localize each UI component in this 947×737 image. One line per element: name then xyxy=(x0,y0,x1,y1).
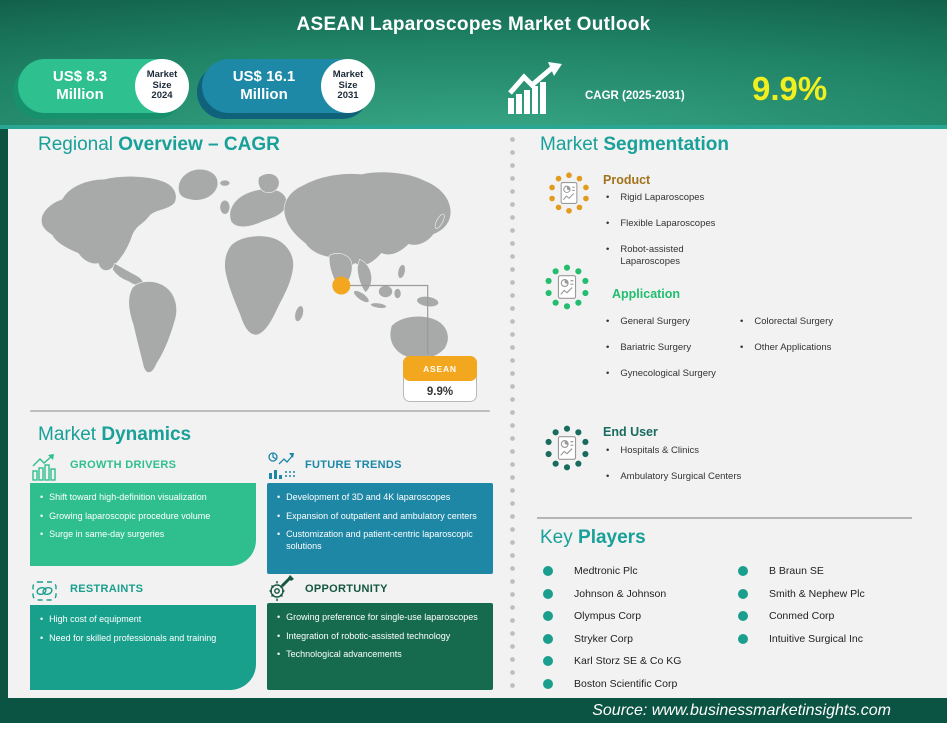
list-item: Flexible Laparoscopes xyxy=(620,217,716,229)
market-dynamics-title: Market Dynamics xyxy=(38,424,192,445)
key-player-row: Smith & Nephew Plc xyxy=(738,589,865,600)
list-item: Gynecological Surgery xyxy=(620,367,716,379)
chain-link-icon xyxy=(31,577,58,604)
list-item: Surge in same-day surgeries xyxy=(49,529,165,540)
badge-value: US$ 16.1 xyxy=(232,67,296,85)
application-heading: Application xyxy=(612,287,681,301)
header-divider-line xyxy=(0,125,947,129)
badge-value: US$ 8.3 xyxy=(52,67,108,85)
key-player-row: Intuitive Surgical Inc xyxy=(738,634,865,645)
list-item: Customization and patient-centric laparoscopic solutions xyxy=(286,529,473,552)
list-item: Integration of robotic-assisted technology xyxy=(286,630,451,641)
key-player-row: Karl Storz SE & Co KG xyxy=(543,656,681,667)
key-players-title: Key Players xyxy=(540,527,646,548)
analytics-trend-icon xyxy=(267,451,295,480)
cagr-label: CAGR (2025-2031) xyxy=(585,90,685,102)
key-players-col1 xyxy=(543,566,681,701)
report-icon xyxy=(542,262,592,312)
regional-overview-title: Regional Overview – CAGR xyxy=(38,134,280,155)
key-player-row: Stryker Corp xyxy=(543,634,681,645)
list-item: Ambulatory Surgical Centers xyxy=(620,470,742,482)
bullet-dot-icon xyxy=(543,656,553,666)
section-divider xyxy=(537,517,912,519)
header-banner xyxy=(0,0,947,125)
key-player-row: B Braun SE xyxy=(738,566,865,577)
gear-pencil-icon xyxy=(267,574,295,602)
list-item: Robot-assisted Laparoscopes xyxy=(620,243,684,268)
list-item: General Surgery xyxy=(620,316,691,327)
footer-white-strip xyxy=(0,723,947,737)
list-item: Need for skilled professionals and training xyxy=(49,632,217,643)
report-icon xyxy=(546,170,592,216)
list-item: Rigid Laparoscopes xyxy=(620,192,705,203)
bullet-dot-icon xyxy=(738,611,748,621)
bullet-dot-icon xyxy=(543,679,553,689)
list-item: High cost of equipment xyxy=(49,614,142,624)
list-item: Growing laparoscopic procedure volume xyxy=(49,510,211,521)
end-user-list: • Hospitals & Clinics • Ambulatory Surgical Centers xyxy=(606,445,742,482)
market-size-value-2031 xyxy=(212,59,316,113)
list-item: Technological advancements xyxy=(286,649,402,660)
application-list-col1: • General Surgery • Bariatric Surgery • Gynecological Surgery xyxy=(606,316,716,379)
growth-drivers-box: • Shift toward high-definition visualization • Growing laparoscopic procedure volume • Surge in same-day surgeries xyxy=(30,483,256,566)
bullet-dot-icon xyxy=(543,589,553,599)
list-item: Development of 3D and 4K laparoscopes xyxy=(286,492,451,502)
section-divider xyxy=(30,410,490,412)
bullet-dot-icon xyxy=(738,634,748,644)
key-player-row: Olympus Corp xyxy=(543,611,681,622)
asean-cagr-callout xyxy=(403,356,477,402)
future-trends-heading: FUTURE TRENDS xyxy=(305,459,402,471)
asean-map-marker-dot xyxy=(332,276,350,294)
market-size-value-2024 xyxy=(28,59,132,113)
report-icon xyxy=(542,423,592,473)
page-title: ASEAN Laparoscopes Market Outlook xyxy=(296,14,651,35)
market-size-badge-2024 xyxy=(18,59,188,113)
bullet-dot-icon xyxy=(738,566,748,576)
badge-unit: Million xyxy=(56,86,104,103)
bullet-dot-icon xyxy=(738,589,748,599)
bullet-dot-icon xyxy=(543,634,553,644)
list-item: Other Applications xyxy=(754,341,832,353)
list-item: Bariatric Surgery xyxy=(620,341,692,353)
product-list: • Rigid Laparoscopes • Flexible Laparoscopes • Robot-assisted Laparoscopes xyxy=(606,192,716,268)
opportunity-heading: OPPORTUNITY xyxy=(305,583,388,595)
market-size-badge-2031 xyxy=(202,59,374,113)
left-edge-strip xyxy=(0,129,8,723)
end-user-heading: End User xyxy=(603,425,658,439)
list-item: Shift toward high-definition visualization xyxy=(49,492,207,502)
list-item: Growing preference for single-use laparoscopes xyxy=(286,612,478,622)
future-trends-box: • Development of 3D and 4K laparoscopes • Expansion of outpatient and ambulatory centers • Customization and patient-centric laparoscopic solutions xyxy=(267,483,493,574)
vertical-dotted-divider xyxy=(510,133,515,691)
key-player-row: Conmed Corp xyxy=(738,611,865,622)
bullet-dot-icon xyxy=(543,611,553,621)
cagr-value: 9.9% xyxy=(752,70,828,107)
list-item: Colorectal Surgery xyxy=(754,316,833,327)
asean-region-tag: ASEAN xyxy=(403,356,477,381)
key-player-row: Boston Scientific Corp xyxy=(543,679,681,690)
key-players-col2 xyxy=(738,566,865,656)
source-bar: Source: www.businessmarketinsights.com xyxy=(0,698,947,723)
opportunity-box: • Growing preference for single-use laparoscopes • Integration of robotic-assisted technology • Technological advancements xyxy=(267,603,493,690)
list-item: Hospitals & Clinics xyxy=(620,445,699,456)
asean-cagr-value: 9.9% xyxy=(426,385,454,398)
market-size-circle-2031: Market Size 2031 xyxy=(321,59,375,113)
growth-drivers-heading: GROWTH DRIVERS xyxy=(70,459,177,471)
market-segmentation-title: Market Segmentation xyxy=(540,134,729,155)
product-heading: Product xyxy=(603,173,651,187)
restraints-box: • High cost of equipment • Need for skilled professionals and training xyxy=(30,605,256,690)
badge-unit: Million xyxy=(240,86,288,103)
restraints-heading: RESTRAINTS xyxy=(70,583,144,595)
key-player-row: Johnson & Johnson xyxy=(543,589,681,600)
bar-chart-arrow-icon xyxy=(31,454,58,481)
list-item: Expansion of outpatient and ambulatory centers xyxy=(286,510,477,521)
bullet-dot-icon xyxy=(543,566,553,576)
growth-chart-icon xyxy=(506,62,566,114)
key-player-row: Medtronic Plc xyxy=(543,566,681,577)
market-size-circle-2024: Market Size 2024 xyxy=(135,59,189,113)
application-list-col2: • Colorectal Surgery • Other Applications xyxy=(740,316,833,353)
